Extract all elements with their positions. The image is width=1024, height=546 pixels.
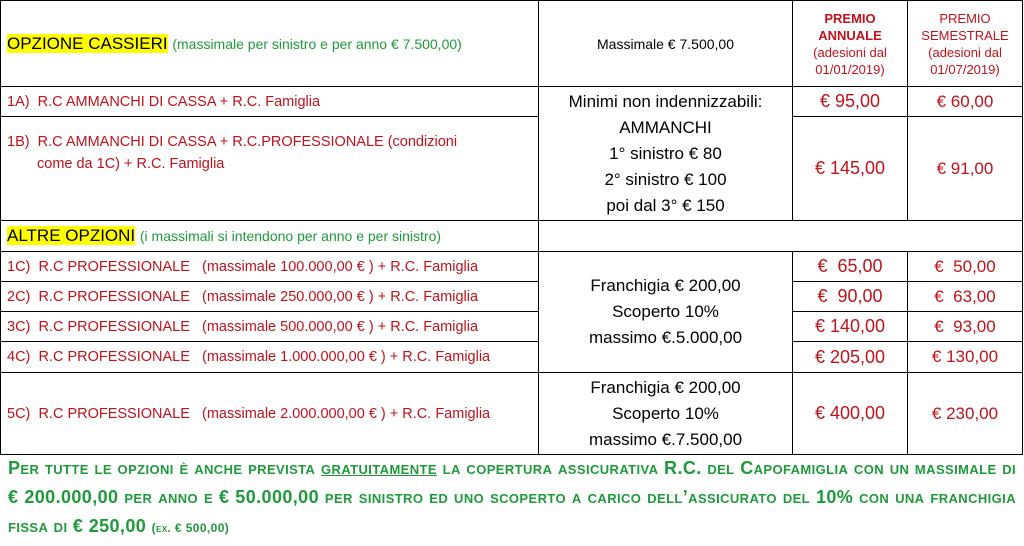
row-code: 2C) bbox=[7, 288, 31, 305]
minimi-line: poi dal 3° € 150 bbox=[606, 195, 725, 215]
hdr-line: (adesioni dal bbox=[928, 44, 1002, 60]
franchigia-line: Franchigia € 200,00 bbox=[590, 377, 741, 397]
hdr-line: ANNUALE bbox=[818, 27, 882, 43]
premio-semestrale-cell: € 63,00 bbox=[908, 282, 1023, 312]
table-row bbox=[1, 252, 1023, 282]
minimi-line: 2° sinistro € 100 bbox=[604, 169, 727, 189]
row-label bbox=[1, 282, 539, 312]
premio-annuale-header bbox=[793, 1, 908, 87]
premio-semestrale-cell: € 130,00 bbox=[908, 342, 1023, 373]
opzione-cassieri-note: (massimale per sinistro e per anno € 7.500,00) bbox=[172, 35, 462, 52]
row-label bbox=[1, 312, 539, 342]
premio-semestrale-cell: € 230,00 bbox=[908, 373, 1023, 455]
footer-underlined: gratuitamente bbox=[321, 458, 437, 478]
row-code: 1A) bbox=[7, 93, 30, 110]
altre-opzioni-note: (i massimali si intendono per anno e per sinistro) bbox=[139, 228, 442, 244]
hdr-line: (adesioni dal bbox=[813, 44, 887, 60]
footer-text: la copertura assicurativa R.C. del Capofamiglia con un massimale di € 200.000,00 per anno e € 50.000,00 per sinistro ed uno scoperto a carico dell’assicurato del 10% con una franchigia fissa di € 250,00 bbox=[8, 458, 1016, 536]
premio-semestrale-header bbox=[908, 1, 1023, 87]
row-label bbox=[1, 87, 539, 117]
opzione-cassieri-header bbox=[1, 1, 539, 87]
opzione-cassieri-title: OPZIONE CASSIERI bbox=[7, 33, 168, 53]
premio-annuale-cell: € 65,00 bbox=[793, 252, 908, 282]
row-code: 3C) bbox=[7, 318, 31, 335]
row-code: 5C) bbox=[7, 405, 31, 422]
row-code: 4C) bbox=[7, 349, 31, 365]
row-text: R.C PROFESSIONALE (massimale 500.000,00 € ) + R.C. Famiglia bbox=[38, 318, 479, 335]
minimi-line: 1° sinistro € 80 bbox=[609, 143, 722, 163]
premio-semestrale-cell: € 50,00 bbox=[908, 252, 1023, 282]
table-row bbox=[1, 282, 1023, 312]
table-row bbox=[1, 373, 1023, 455]
row-label bbox=[1, 252, 539, 282]
row-label bbox=[1, 117, 539, 221]
row-text-continued: come da 1C) + R.C. Famiglia bbox=[37, 156, 225, 172]
footer-text: Per tutte le opzioni è anche prevista bbox=[8, 458, 322, 478]
franchigia-line: Franchigia € 200,00 bbox=[590, 276, 741, 295]
premio-annuale-cell: € 95,00 bbox=[793, 87, 908, 117]
altre-opzioni-row bbox=[1, 221, 1023, 252]
row-text: R.C PROFESSIONALE (massimale 1.000.000,00 € ) + R.C. Famiglia bbox=[38, 349, 491, 365]
empty-cell bbox=[539, 221, 1023, 252]
row-text: R.C AMMANCHI DI CASSA + R.C. Famiglia bbox=[37, 93, 321, 110]
row-text: R.C PROFESSIONALE (massimale 100.000,00 € ) + R.C. Famiglia bbox=[38, 258, 479, 275]
hdr-line: 01/01/2019) bbox=[815, 61, 885, 77]
header-row bbox=[1, 1, 1023, 87]
row-code: 1B) bbox=[7, 134, 30, 150]
massimale-header: Massimale € 7.500,00 bbox=[539, 1, 793, 87]
franchigia-line: Scoperto 10% bbox=[612, 302, 719, 321]
table-row bbox=[1, 117, 1023, 221]
footer-small: (ex. € 500,00) bbox=[151, 521, 230, 535]
premio-annuale-cell: € 205,00 bbox=[793, 342, 908, 373]
row-code: 1C) bbox=[7, 258, 31, 275]
franchigia-line: massimo €.5.000,00 bbox=[588, 328, 743, 347]
table-row bbox=[1, 342, 1023, 373]
hdr-line: PREMIO bbox=[939, 10, 991, 26]
franchigia-cell bbox=[539, 373, 793, 455]
minimi-line: AMMANCHI bbox=[619, 117, 712, 137]
premio-annuale-cell: € 90,00 bbox=[793, 282, 908, 312]
premio-annuale-cell: € 400,00 bbox=[793, 373, 908, 455]
minimi-line: Minimi non indennizzabili: bbox=[568, 91, 763, 111]
franchigia-cell bbox=[539, 252, 793, 373]
row-label bbox=[1, 373, 539, 455]
hdr-line: 01/07/2019) bbox=[930, 61, 1000, 77]
premio-semestrale-cell: € 60,00 bbox=[908, 87, 1023, 117]
hdr-line: SEMESTRALE bbox=[921, 27, 1009, 43]
altre-opzioni-header bbox=[1, 221, 539, 252]
row-text: R.C AMMANCHI DI CASSA + R.C.PROFESSIONALE (condizioni bbox=[37, 134, 458, 150]
premio-annuale-cell: € 140,00 bbox=[793, 312, 908, 342]
altre-opzioni-title: ALTRE OPZIONI bbox=[7, 226, 136, 245]
premio-semestrale-cell: € 91,00 bbox=[908, 117, 1023, 221]
row-label bbox=[1, 342, 539, 373]
premio-semestrale-cell: € 93,00 bbox=[908, 312, 1023, 342]
minimi-cell bbox=[539, 87, 793, 221]
table-row bbox=[1, 87, 1023, 117]
premio-annuale-cell: € 145,00 bbox=[793, 117, 908, 221]
row-text: R.C PROFESSIONALE (massimale 250.000,00 € ) + R.C. Famiglia bbox=[38, 288, 479, 305]
footer-note bbox=[0, 454, 1024, 543]
franchigia-line: Scoperto 10% bbox=[612, 403, 719, 423]
franchigia-line: massimo €.7.500,00 bbox=[588, 429, 743, 449]
hdr-line: PREMIO bbox=[824, 10, 876, 26]
row-text: R.C PROFESSIONALE (massimale 2.000.000,00 € ) + R.C. Famiglia bbox=[38, 405, 491, 422]
table-row bbox=[1, 312, 1023, 342]
